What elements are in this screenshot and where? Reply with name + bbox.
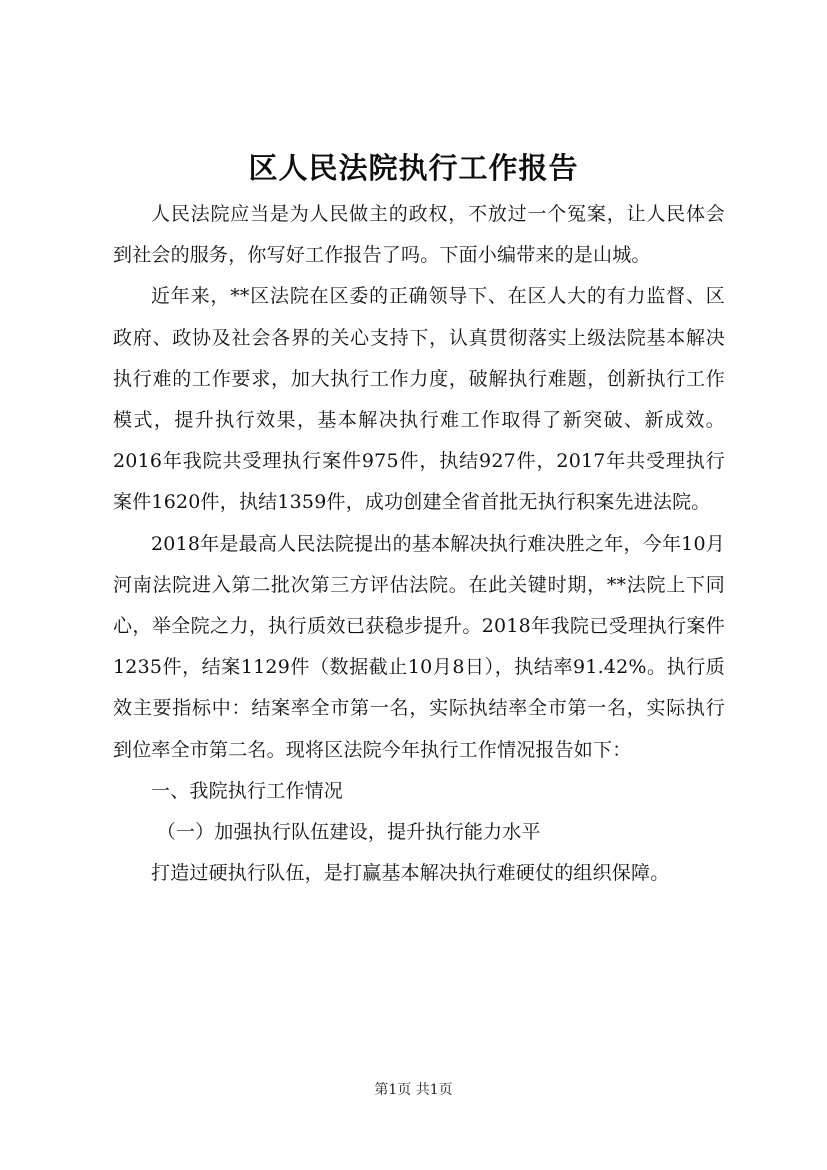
subsection-heading: （一）加强执行队伍建设，提升执行能力水平	[156, 821, 541, 844]
paragraph-team-building: 打造过硬执行队伍，是打赢基本解决执行难硬仗的组织保障。	[151, 862, 670, 885]
document-body	[113, 194, 725, 894]
paragraph-intro: 人民法院应当是为人民做主的政权，不放过一个冤案，让人民体会到社会的服务，你写好工作报告了吗。下面小编带来的是山城。	[113, 203, 725, 267]
section-heading: 一、我院执行工作情况	[151, 779, 344, 802]
paragraph-2018-summary: 2018年是最高人民法院提出的基本解决执行难决胜之年，今年10月河南法院进入第二批次第三方评估法院。在此关键时期，**法院上下同心，举全院之力，执行质效已获稳步提升。2018年我院已受理执行案件1235件，结案1129件（数据截止10月8日），执结率91.42%。执行质效主要指标中：结案率全市第一名，实际执结率全市第一名，实际执行到位率全市第二名。现将区法院今年执行工作情况报告如下：	[113, 532, 725, 761]
page-footer: 第1页 共1页	[374, 1082, 453, 1098]
paragraph-background: 近年来，**区法院在区委的正确领导下、在区人大的有力监督、区政府、政协及社会各界的关心支持下，认真贯彻落实上级法院基本解决执行难的工作要求，加大执行工作力度，破解执行难题，创新执行工作模式，提升执行效果，基本解决执行难工作取得了新突破、新成效。2016年我院共受理执行案件975件，执结927件，2017年共受理执行案件1620件，执结1359件，成功创建全省首批无执行积案先进法院。	[113, 285, 725, 514]
document-title: 区人民法院执行工作报告	[248, 151, 579, 185]
